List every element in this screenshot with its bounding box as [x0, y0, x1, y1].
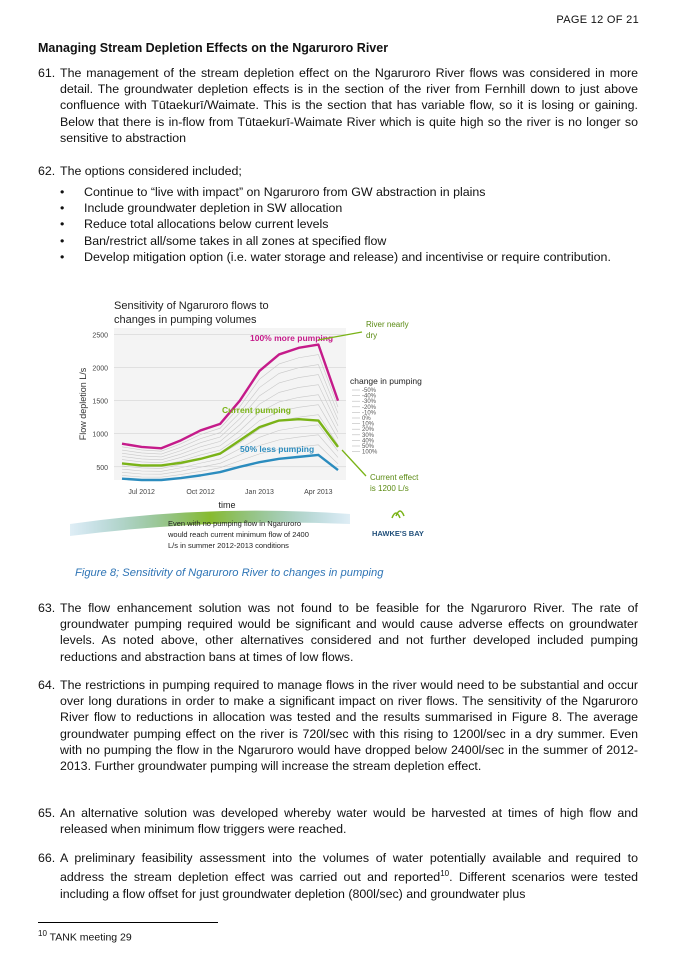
footnote-ref: 10 — [440, 869, 450, 879]
y-axis-label: Flow depletion L/s — [78, 367, 88, 441]
x-axis-ticks — [128, 489, 332, 496]
legend-entry: 30% — [362, 432, 375, 439]
list-item: • Continue to “live with impact” on Ngaruroro from GW abstraction in plains — [60, 185, 486, 199]
list-item: • Ban/restrict all/some takes in all zones at specified flow — [60, 233, 387, 248]
paragraph-number: 63. — [38, 601, 56, 615]
banner-text-1: Even with no pumping flow in Ngaruroro — [168, 519, 301, 528]
y-tick-label: 1000 — [92, 431, 108, 439]
paragraph-63 — [38, 600, 638, 665]
bullet-icon: • — [60, 249, 65, 264]
annotation-river-dry-2: dry — [366, 331, 378, 340]
label-less-pumping: 50% less pumping — [240, 444, 315, 454]
paragraph-number: 62. — [38, 164, 56, 178]
label-more-pumping: 100% more pumping — [250, 333, 334, 343]
legend-entry: -20% — [362, 404, 377, 411]
section-title: Managing Stream Depletion Effects on the Ngaruroro River — [38, 41, 389, 55]
paragraph-66 — [38, 850, 638, 902]
legend-entry: 100% — [362, 449, 378, 456]
figure-caption: Figure 8; Sensitivity of Ngaruroro River to changes in pumping — [75, 567, 384, 579]
paragraph-text: An alternative solution was developed whereby water would be harvested at times of high flow and released when minimum flow triggers were reached. — [60, 806, 638, 837]
list-item: • Develop mitigation option (i.e. water storage and release) and incentivise or require contribution. — [60, 249, 611, 264]
legend-entry: 10% — [362, 421, 375, 428]
paragraph-number: 61. — [38, 66, 56, 80]
paragraph-number: 65. — [38, 806, 56, 820]
label-current-pumping: Current pumping — [222, 405, 291, 415]
svg-text:HAWKE'S BAY: HAWKE'S BAY — [372, 529, 424, 538]
y-axis-ticks — [92, 333, 108, 472]
bullet-icon: • — [60, 217, 65, 232]
chart-title: Sensitivity of Ngaruroro flows to — [114, 300, 269, 312]
y-tick-label: 1500 — [92, 398, 108, 406]
x-tick-label: Jul 2012 — [128, 489, 155, 496]
annotation-current-effect: Current effect — [370, 473, 419, 482]
legend-title: change in pumping — [350, 376, 422, 386]
page-number: PAGE 12 OF 21 — [556, 14, 639, 26]
options-list — [60, 184, 638, 265]
paragraph-text: The restrictions in pumping required to manage flows in the river would need to be substantial and occur over long durations in order to make a significant impact on river flows. The sensitivity of the Ngaruroro River flow to reductions in allocation was tested and the results summarised in Figure 8. The average groundwater pumping effect on the river is 720l/sec with this rising to 1200l/sec in a dry summer. Even with no pumping the flow in the Ngaruroro would have dropped below 2400l/sec in the summer of 2012-2013. Further groundwater pumping will increase the stream depletion effect. — [60, 678, 638, 774]
bullet-icon: • — [60, 233, 65, 248]
figure-8-chart — [70, 296, 450, 558]
legend-entry: -50% — [362, 388, 377, 394]
banner-text-3: L/s in summer 2012-2013 conditions — [168, 541, 289, 550]
legend-entry: 40% — [362, 438, 375, 445]
chart-subtitle: changes in pumping volumes — [114, 314, 257, 326]
legend-entry: -40% — [362, 393, 377, 400]
paragraph-text: The management of the stream depletion effect on the Ngaruroro River flows was considered in more detail. The groundwater depletion effects is in the section of the river from Fernhill down to just above confluence with Tūtaekurī/Waimate. This is the section that has variable flow, so it is losing or gaining. Below that there is in-flow from Tūtaekurī-Waimate River which is quite high so the river is no longer so sensitive to abstraction — [60, 66, 638, 145]
x-tick-label: Apr 2013 — [304, 489, 333, 496]
list-item: • Reduce total allocations below current levels — [60, 217, 329, 232]
legend-entry: 20% — [362, 427, 375, 434]
paragraph-number: 64. — [38, 678, 56, 692]
paragraph-number: 66. — [38, 851, 56, 865]
x-tick-label: Oct 2012 — [186, 489, 215, 496]
paragraph-61 — [38, 65, 638, 146]
legend-entry: 50% — [362, 444, 375, 450]
annotation-river-dry: River nearly — [366, 320, 409, 329]
bullet-icon: • — [60, 201, 65, 216]
x-axis-label: time — [218, 500, 236, 510]
legend-entry: -30% — [362, 399, 377, 406]
paragraph-text: The options considered included; — [60, 164, 242, 178]
y-tick-label: 2000 — [92, 365, 108, 373]
bullet-icon: • — [60, 185, 65, 199]
list-item: • Include groundwater depletion in SW allocation — [60, 201, 343, 216]
footnote-divider — [38, 922, 218, 923]
paragraph-62 — [38, 163, 638, 179]
legend-entry: -10% — [362, 410, 377, 417]
paragraph-text: A preliminary feasibility assessment into the volumes of water potentially available and required to address the stream depletion effect was carried out and reported$^{10}$. Different scenarios were tested including a flow offset for just groundwater depletion (800l/sec) and groundwater plus — [60, 851, 638, 901]
legend — [352, 388, 378, 456]
annotation-current-effect-2: is 1200 L/s — [370, 484, 409, 493]
hawkes-bay-logo-icon — [372, 511, 424, 538]
paragraph-65 — [38, 805, 638, 837]
x-tick-label: Jan 2013 — [245, 489, 274, 496]
footnote: $^{10}$ TANK meeting 29 — [38, 929, 132, 944]
paragraph-text: The flow enhancement solution was not found to be feasible for the Ngaruroro River. The rate of groundwater pumping required would be significant and would cause adverse effects on groundwater levels. As noted above, other alternatives considered and not further developed included pumping reductions and abstraction bans at times of low flows. — [60, 601, 638, 664]
y-tick-label: 500 — [96, 464, 108, 472]
y-tick-label: 2500 — [92, 332, 108, 340]
legend-entry: 0% — [362, 416, 371, 422]
paragraph-64 — [38, 677, 638, 774]
banner-text-2: would reach current minimum flow of 2400 — [168, 530, 309, 539]
plot-background — [114, 328, 346, 480]
